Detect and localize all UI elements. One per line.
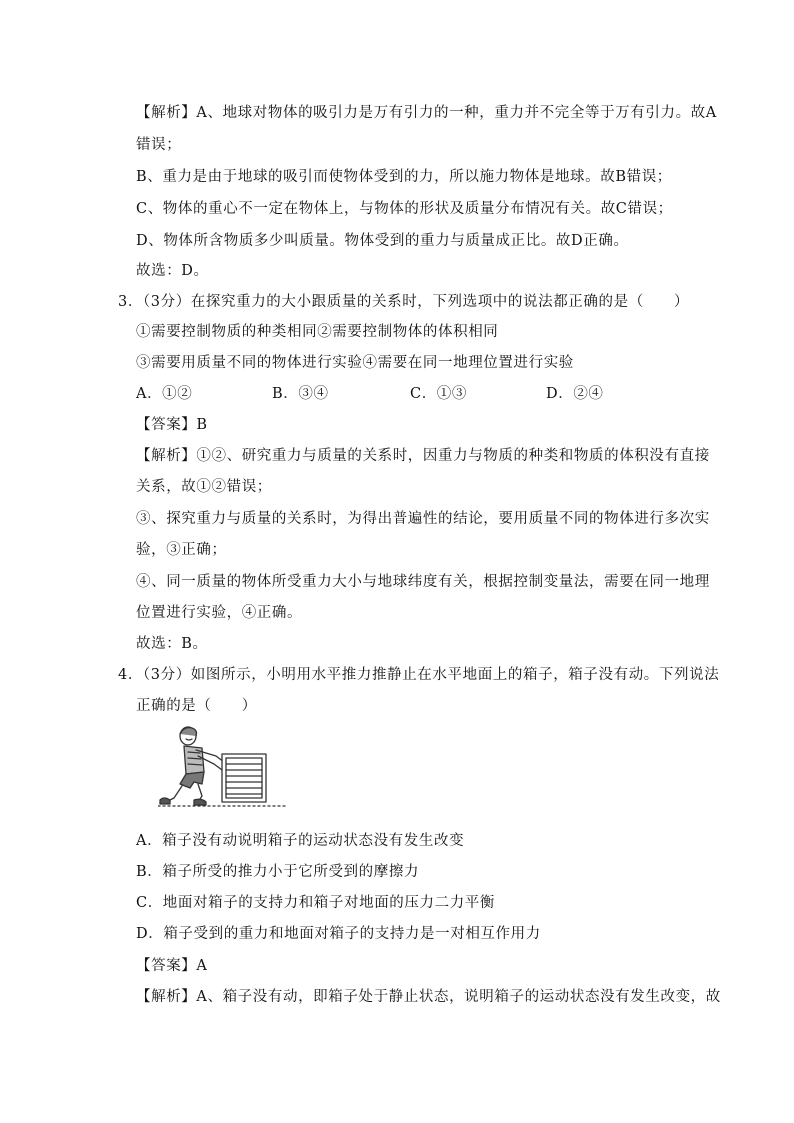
analysis-q3-line6: 位置进行实验，④正确。 [136,605,303,621]
boy-pushing-box-illustration [158,726,288,812]
analysis-q2-option-c: C、物体的重心不一定在物体上，与物体的形状及质量分布情况有关。故C错误； [136,201,673,217]
question-3-stem: 3．（3分）在探究重力的大小跟质量的关系时，下列选项中的说法都正确的是（ ） [118,294,690,310]
question-4-option-c: C．地面对箱子的支持力和箱子对地面的压力二力平衡 [136,895,495,911]
boy-pushing-box-icon [158,726,288,812]
question-3-option-b: B．③④ [272,386,329,402]
question-4-stem-cont: 正确的是（ ） [136,698,257,714]
question-3-option-a: A．①② [136,386,193,402]
analysis-q4-line1: 【解析】A、箱子没有动，即箱子处于静止状态，说明箱子的运动状态没有发生改变，故 [136,989,721,1005]
analysis-q2-option-b: B、重力是由于地球的吸引而使物体受到的力，所以施力物体是地球。故B错误； [136,169,672,185]
analysis-q2-option-d: D、物体所含物质多少叫质量。物体受到的重力与质量成正比。故D正确。 [136,233,629,249]
question-3-option-d: D．②④ [546,386,604,402]
analysis-q3-line4: 验，③正确； [136,542,227,558]
question-4-option-d: D．箱子受到的重力和地面对箱子的支持力是一对相互作用力 [136,926,541,942]
analysis-q2-line2: 错误； [136,137,182,153]
question-4-option-b: B．箱子所受的推力小于它所受到的摩擦力 [136,864,420,880]
question-3-option-c: C．①③ [410,386,467,402]
question-3-statement-1: ①需要控制物质的种类相同②需要控制物体的体积相同 [136,324,499,340]
question-4-option-a: A．箱子没有动说明箱子的运动状态没有发生改变 [136,833,465,849]
answer-q2-choice: 故选：D。 [136,263,209,279]
analysis-q3-line5: ④、同一质量的物体所受重力大小与地球纬度有关，根据控制变量法，需要在同一地理 [136,574,710,590]
question-4-stem: 4．（3分）如图所示，小明用水平推力推静止在水平地面上的箱子，箱子没有动。下列说法 [118,667,720,683]
question-4-answer: 【答案】A [136,958,208,974]
analysis-q3-line2: 关系，故①②错误； [136,479,272,495]
question-3-answer: 【答案】B [136,417,208,433]
analysis-q3-line3: ③、探究重力与质量的关系时，为得出普遍性的结论，要用质量不同的物体进行多次实 [136,511,710,527]
analysis-q2-line1: 【解析】A、地球对物体的吸引力是万有引力的一种，重力并不完全等于万有引力。故A [136,105,717,121]
question-3-statement-2: ③需要用质量不同的物体进行实验④需要在同一地理位置进行实验 [136,355,574,371]
answer-q3-choice: 故选：B。 [136,636,208,652]
analysis-q3-line1: 【解析】①②、研究重力与质量的关系时，因重力与物质的种类和物质的体积没有直接 [136,448,710,464]
